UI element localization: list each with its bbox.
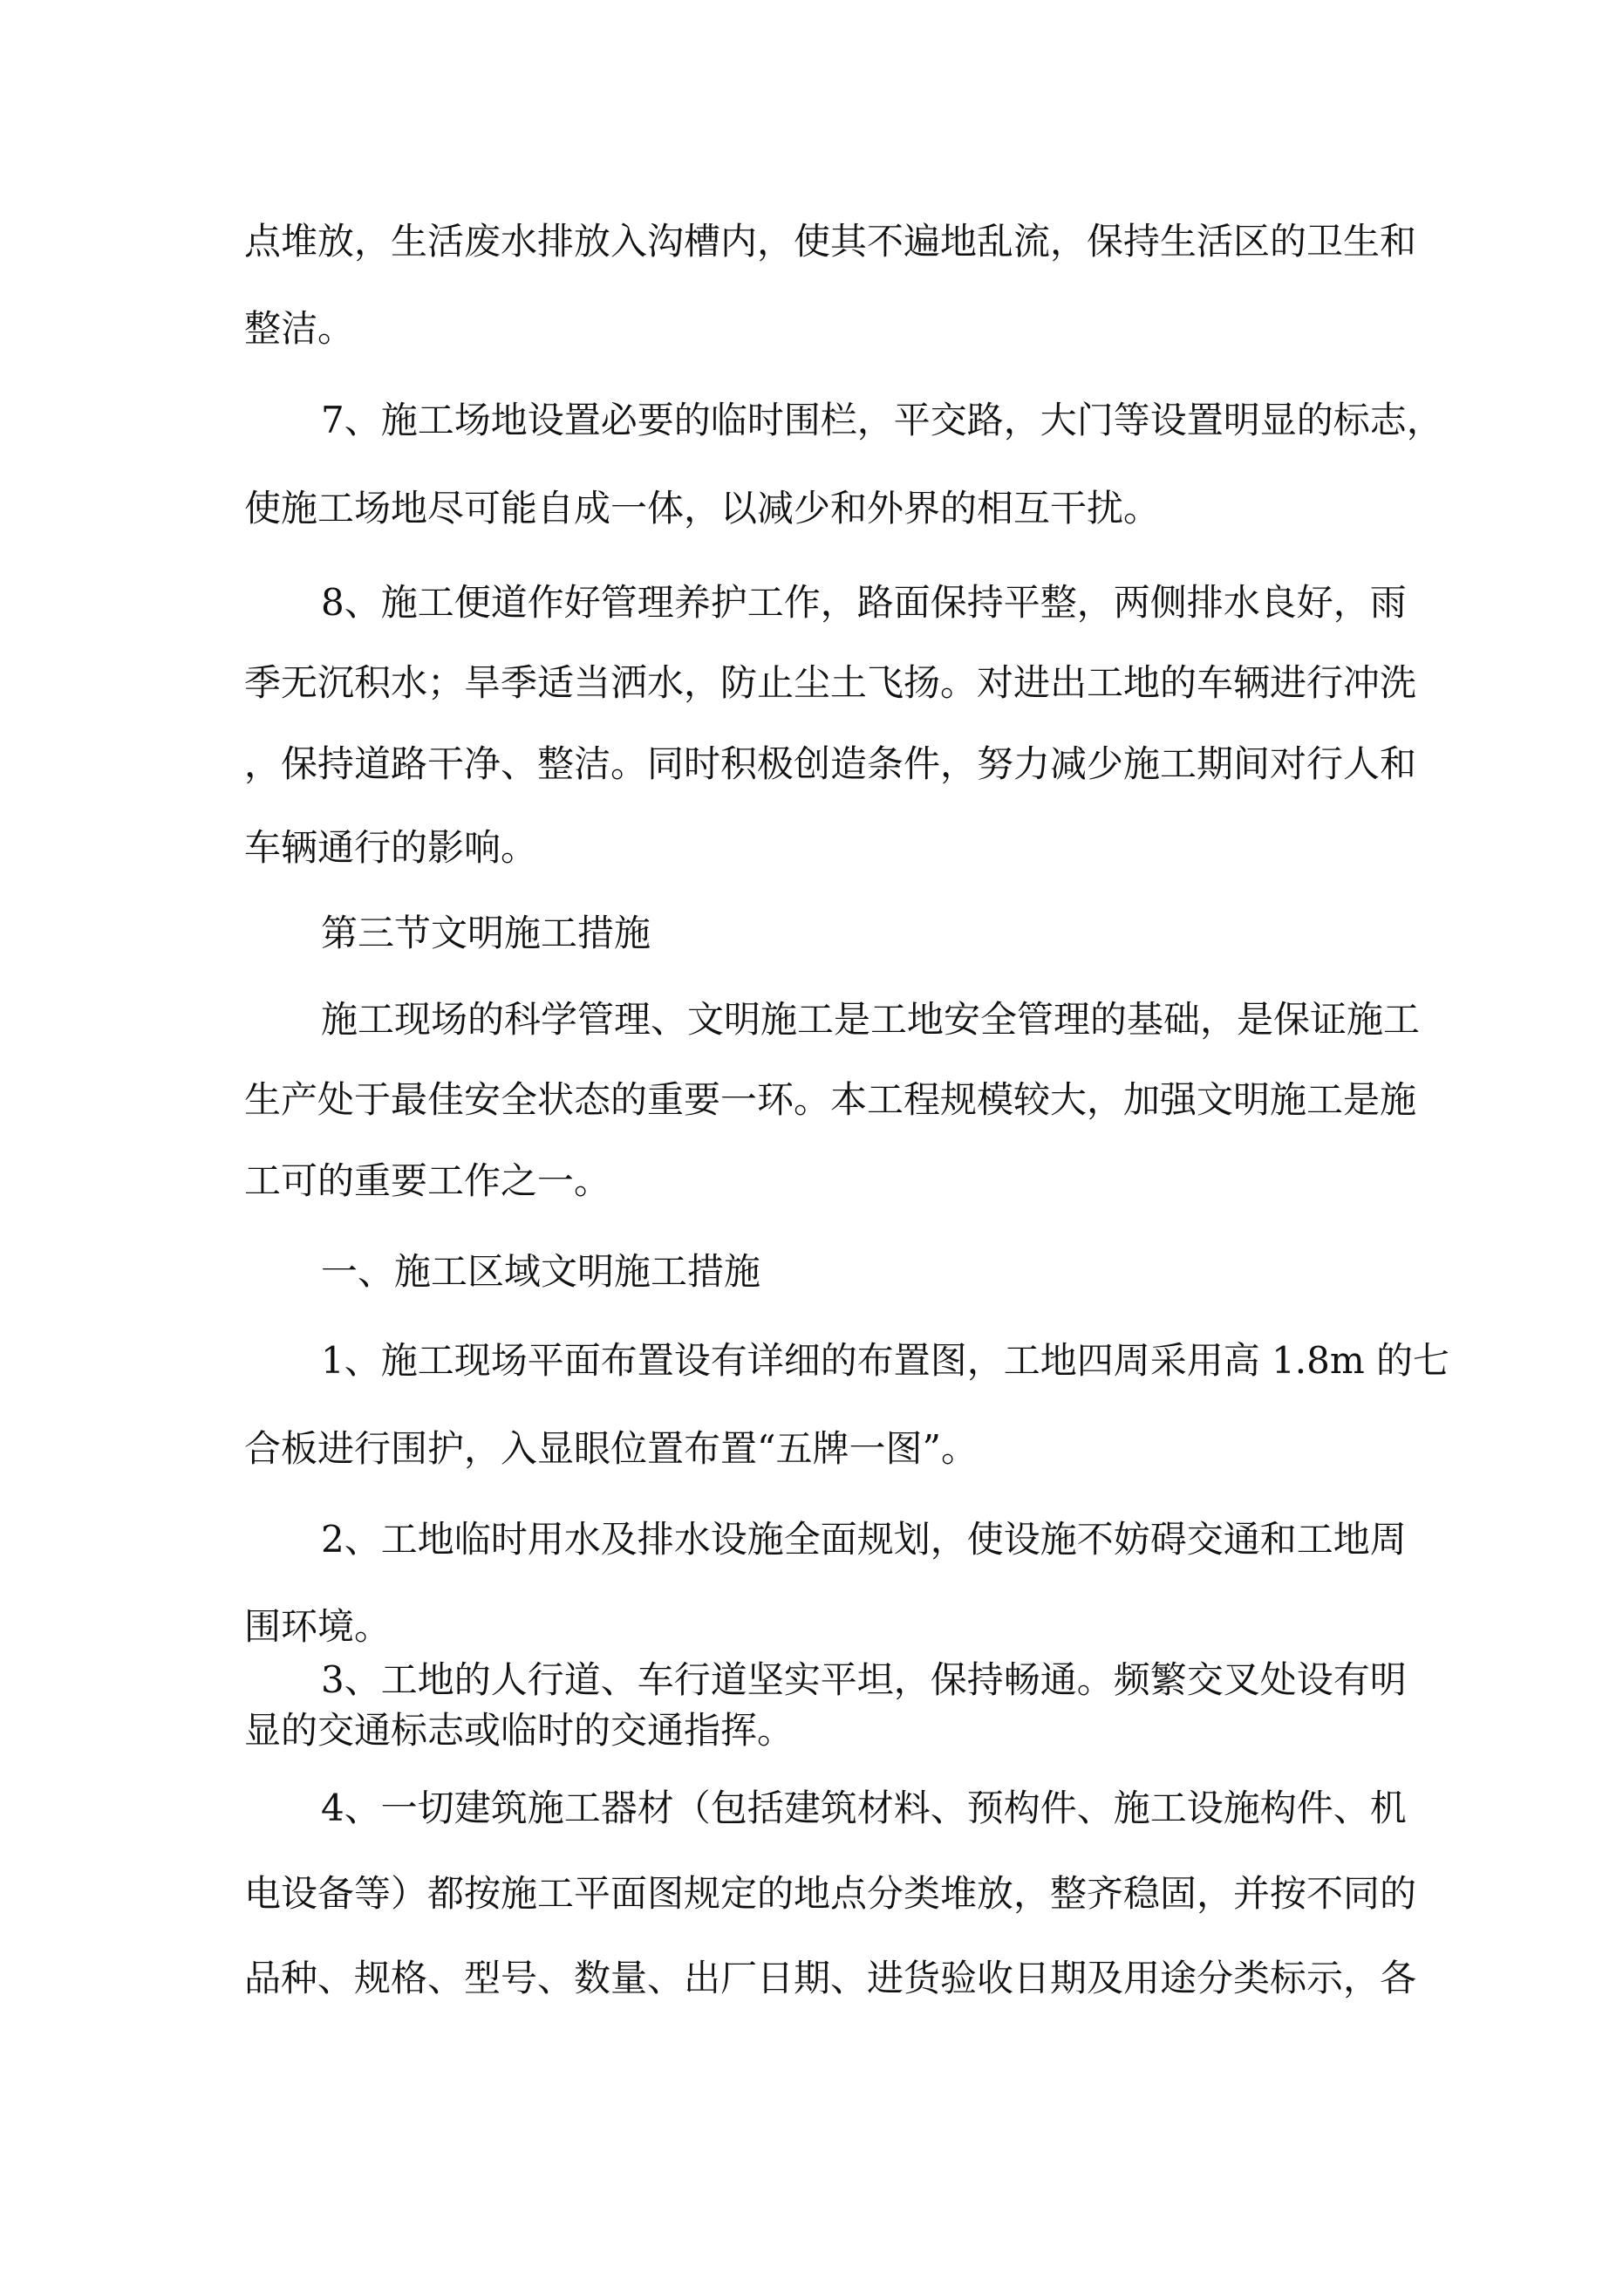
text-line: 整洁。 [244,307,355,350]
text-line: 车辆通行的影响。 [244,826,538,869]
section-heading: 第三节文明施工措施 [321,912,651,954]
text-line: 4、一切建筑施工器材（包括建筑材料、预构件、施工设施构件、机 [321,1787,1407,1829]
text-line: 电设备等）都按施工平面图规定的地点分类堆放，整齐稳固，并按不同的 [244,1872,1417,1915]
text-line: 施工现场的科学管理、文明施工是工地安全管理的基础，是保证施工 [321,998,1421,1041]
text-line: 2、工地临时用水及排水设施全面规划，使设施不妨碍交通和工地周 [321,1518,1407,1561]
text-line: 品种、规格、型号、数量、出厂日期、进货验收日期及用途分类标示，各 [244,1957,1417,1999]
text-line: 围环境。 [244,1605,392,1648]
text-line: 使施工场地尽可能自成一体，以减少和外界的相互干扰。 [244,487,1161,530]
text-line: 显的交通标志或临时的交通指挥。 [244,1709,794,1752]
text-line: 点堆放，生活废水排放入沟槽内，使其不遍地乱流，保持生活区的卫生和 [244,220,1417,263]
text-line: 8、施工便道作好管理养护工作，路面保持平整，两侧排水良好，雨 [321,581,1407,624]
text-line: 生产处于最佳安全状态的重要一环。本工程规模较大，加强文明施工是施 [244,1078,1417,1121]
text-line: 工可的重要工作之一。 [244,1159,611,1202]
text-line: 3、工地的人行道、车行道坚实平坦，保持畅通。频繁交叉处设有明 [321,1658,1407,1701]
text-line: 1、施工现场平面布置设有详细的布置图，工地四周采用高 1.8m 的七 [321,1339,1450,1382]
text-line: ，保持道路干净、整洁。同时积极创造条件，努力减少施工期间对行人和 [244,742,1417,785]
text-line: 合板进行围护，入显眼位置布置“五牌一图”。 [244,1427,978,1470]
text-line: 季无沉积水；旱季适当洒水，防止尘土飞扬。对进出工地的车辆进行冲洗 [244,661,1417,704]
subsection-heading: 一、施工区域文明施工措施 [321,1250,761,1293]
text-line: 7、施工场地设置必要的临时围栏，平交路，大门等设置明显的标志， [321,399,1443,441]
